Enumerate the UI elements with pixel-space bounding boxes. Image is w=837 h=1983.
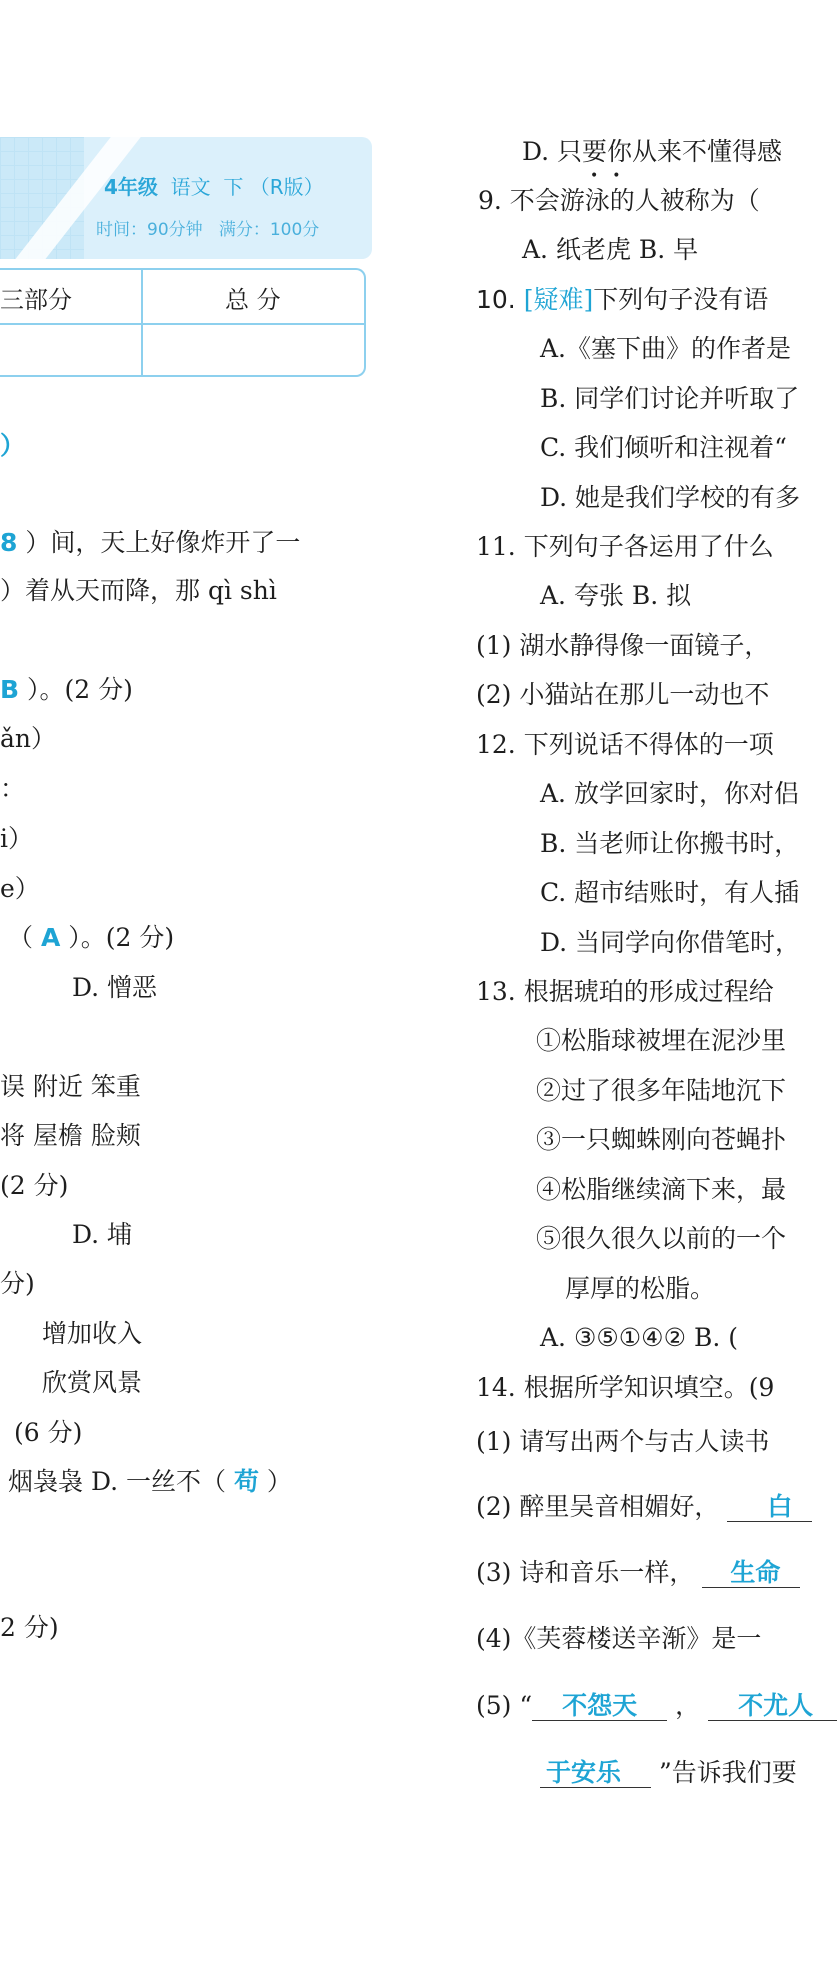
left-line-2: ）着从天而降，那 qì shì <box>0 576 277 605</box>
q13-step-2: ②过了很多年陆地沉下 <box>536 1076 787 1105</box>
pinyin-fragment-2: ： <box>0 774 26 803</box>
section-heading-fragment: ） <box>0 431 26 460</box>
left-line-1 <box>0 527 300 559</box>
left-option-d1: D. 憎恶 <box>72 973 158 1002</box>
total-score-header: 总 分 <box>225 286 281 314</box>
q10-stem <box>476 284 768 316</box>
left-q4-line <box>8 922 174 954</box>
idiom-text: 烟袅袅 D. 一丝不（ <box>8 1467 226 1496</box>
q14-answer-2: 白 <box>727 1492 812 1522</box>
q13-step-4: ④松脂继续滴下来，最 <box>536 1175 787 1204</box>
q14-item-4: (4)《芙蓉楼送辛渐》是一 <box>476 1624 762 1653</box>
answer-a: A <box>40 923 61 952</box>
q11-item-2: (2) 小猫站在那儿一动也不 <box>476 680 770 709</box>
q4-close: ）。(2 分) <box>68 923 175 952</box>
answer-gou: 苟 <box>233 1467 259 1496</box>
q10-option-a: A.《塞下曲》的作者是 <box>540 334 792 363</box>
left-line-3-text: ）。(2 分) <box>27 675 133 704</box>
q14-answer-5b: 不尤人 <box>708 1691 837 1721</box>
third-part-header: 三部分 <box>0 286 72 314</box>
left-words-row-2: 将 屋檐 脸颊 <box>0 1121 141 1150</box>
q11-item-1: (1) 湖水静得像一面镜子， <box>476 631 770 660</box>
q10-option-d: D. 她是我们学校的有多 <box>540 483 801 512</box>
left-q8-score: (6 分) <box>14 1418 83 1447</box>
grade-subject-line <box>104 171 324 200</box>
term-label: 下 <box>223 175 244 199</box>
left-words-row-1: 误 附近 笨重 <box>0 1072 141 1101</box>
right-option-d-q8: D. 只要你从来不懂得感 <box>522 137 783 166</box>
q14-open-quote: (5) “ <box>476 1691 533 1720</box>
pinyin-fragment-1: ǎn） <box>0 724 57 753</box>
q14-item-3-text: (3) 诗和音乐一样， <box>476 1558 695 1587</box>
q13-stem: 13. 根据琥珀的形成过程给 <box>476 977 774 1006</box>
table-divider-v <box>141 270 143 375</box>
time-score-line <box>96 215 319 240</box>
q13-options: A. ③⑤①④② B. ( <box>540 1323 738 1352</box>
q14-item-5 <box>476 1690 837 1722</box>
q12-option-d: D. 当同学向你借笔时， <box>540 928 801 957</box>
q13-step-5-cont: 厚厚的松脂。 <box>565 1274 716 1303</box>
table-divider-h <box>0 323 364 325</box>
q10-option-b: B. 同学们讨论并听取了 <box>540 384 800 413</box>
q14-item-2-text: (2) 醉里吴音相媚好， <box>476 1492 720 1521</box>
emphasis-dots: •• <box>590 168 635 184</box>
left-option-d2: D. 埔 <box>72 1220 133 1249</box>
q14-stem: 14. 根据所学知识填空。(9 <box>476 1373 775 1402</box>
left-idiom-line <box>8 1466 292 1498</box>
pinyin-fragment-3: i） <box>0 824 33 853</box>
q12-option-a: A. 放学回家时，你对侣 <box>540 779 799 808</box>
q14-answer-5a: 不怨天 <box>532 1691 667 1721</box>
left-q7-score: 分) <box>0 1269 35 1298</box>
left-line-1-text: ）间，天上好像炸开了一 <box>25 528 301 557</box>
q14-answer-3: 生命 <box>702 1558 800 1588</box>
grade-label: 4年级 <box>104 175 158 199</box>
q4-open-paren: （ <box>8 923 34 952</box>
q14-item-5-cont <box>540 1757 797 1789</box>
exam-time: 时间：90分钟 <box>96 220 203 240</box>
q12-option-b: B. 当老师让你搬书时， <box>540 829 800 858</box>
pinyin-fragment-4: e） <box>0 874 40 903</box>
answer-8: 8 <box>0 528 18 557</box>
answer-b: B <box>0 675 20 704</box>
q14-item-1: (1) 请写出两个与古人读书 <box>476 1427 770 1456</box>
left-phrase-1: 增加收入 <box>42 1319 143 1348</box>
idiom-close: ） <box>266 1467 292 1496</box>
q10-text: 下列句子没有语 <box>593 285 769 314</box>
q14-item-3 <box>476 1557 800 1589</box>
q12-option-c: C. 超市结账时，有人插 <box>540 878 800 907</box>
q9-options: A. 纸老虎 B. 早 <box>522 235 699 264</box>
q10-option-c: C. 我们倾听和注视着“ <box>540 433 787 462</box>
q14-answer-5c: 于安乐 <box>540 1758 651 1788</box>
q10-difficulty-tag: [疑难] <box>523 285 594 314</box>
q14-comma: ， <box>675 1691 701 1720</box>
q9-stem: 9. 不会游泳的人被称为（ <box>478 186 760 215</box>
score-table <box>0 268 366 377</box>
q11-options: A. 夸张 B. 拟 <box>540 581 692 610</box>
subject-label: 语文 <box>170 175 211 199</box>
q13-step-1: ①松脂球被埋在泥沙里 <box>536 1026 787 1055</box>
q13-step-3: ③一只蜘蛛刚向苍蝇扑 <box>536 1125 787 1154</box>
left-phrase-2: 欣赏风景 <box>42 1368 143 1397</box>
q14-item-5-tail: ”告诉我们要 <box>658 1758 797 1787</box>
q13-step-5: ⑤很久很久以前的一个 <box>536 1224 787 1253</box>
full-score: 满分：100分 <box>218 220 320 240</box>
header-card <box>0 137 372 259</box>
edition-label: （R版） <box>249 175 324 199</box>
q14-item-2 <box>476 1491 812 1523</box>
left-q6-score: (2 分) <box>0 1171 69 1200</box>
q11-stem: 11. 下列句子各运用了什么 <box>476 532 774 561</box>
left-line-3 <box>0 674 133 706</box>
q12-stem: 12. 下列说话不得体的一项 <box>476 730 774 759</box>
left-q9-score: 2 分) <box>0 1613 59 1642</box>
q10-number: 10. <box>476 285 516 314</box>
